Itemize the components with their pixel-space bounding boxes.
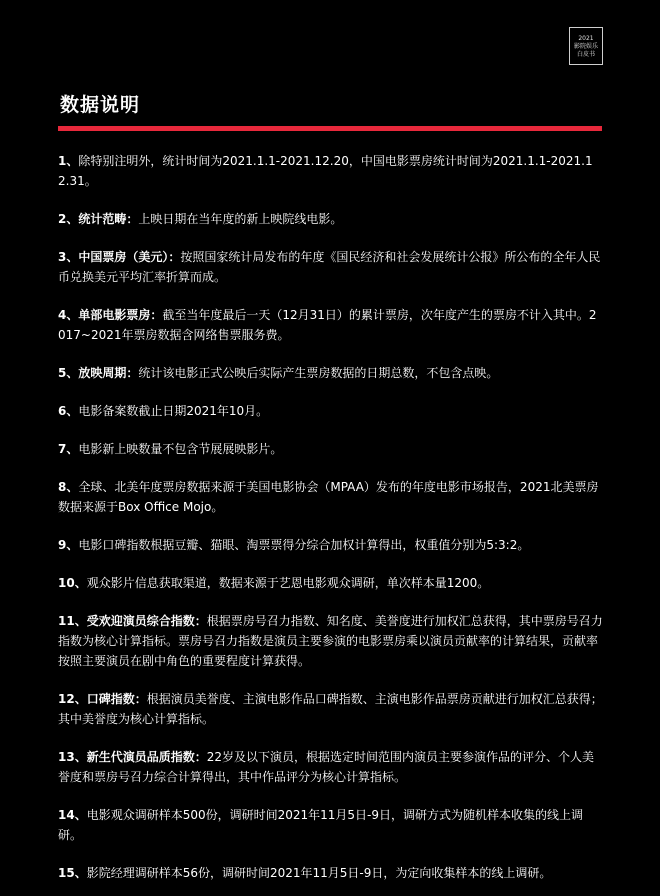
note-number: 2、 [58,212,79,226]
note-text: 按照国家统计局发布的年度《国民经济和社会发展统计公报》所公布的全年人民币兑换美元平均汇率折算而成。 [58,250,601,284]
note-text: 上映日期在当年度的新上映院线电影。 [138,212,343,226]
note-text: 除特别注明外，统计时间为2021.1.1-2021.12.20，中国电影票房统计时间为2021.1.1-2021.12.31。 [58,154,593,188]
note-number: 13、 [58,750,87,764]
note-text: 统计该电影正式公映后实际产生票房数据的日期总数，不包含点映。 [138,366,499,380]
note-item [58,689,604,729]
note-item [58,247,604,287]
badge-line3: 白皮书 [576,50,595,58]
note-item [58,863,604,883]
notes-list [58,151,604,883]
note-number: 11、 [58,614,87,628]
note-item [58,611,604,671]
note-number: 5、 [58,366,79,380]
note-item [58,747,604,787]
note-item [58,477,604,517]
note-text: 22岁及以下演员，根据选定时间范围内演员主要参演作品的评分、个人美誉度和票房号召力综合计算得出，其中作品评分为核心计算指标。 [58,750,594,784]
note-number: 9、 [58,538,79,552]
note-item [58,573,604,593]
note-text: 电影新上映数量不包含节展展映影片。 [78,442,283,456]
note-text: 根据票房号召力指数、知名度、美誉度进行加权汇总获得，其中票房号召力指数为核心计算指标。票房号召力指数是演员主要参演的电影票房乘以演员贡献率的计算结果，贡献率按照主要演员在剧中角色的重要程度计算获得。 [58,614,603,668]
note-number: 14、 [58,808,87,822]
note-term: 受欢迎演员综合指数： [86,614,207,628]
note-text: 电影口碑指数根据豆瓣、猫眼、淘票票得分综合加权计算得出，权重值分别为5:3:2。 [78,538,530,552]
note-term: 口碑指数： [86,692,147,706]
note-number: 8、 [58,480,79,494]
note-number: 10、 [58,576,87,590]
note-term: 中国票房（美元）： [78,250,181,264]
note-text: 影院经理调研样本56份，调研时间2021年11月5日-9日，为定向收集样本的线上调研。 [86,866,552,880]
note-number: 4、 [58,308,79,322]
note-item [58,305,604,345]
note-text: 截至当年度最后一天（12月31日）的累计票房，次年度产生的票房不计入其中。2017~2021年票房数据含网络售票服务费。 [58,308,597,342]
report-badge [569,27,603,65]
note-term: 放映周期： [78,366,139,380]
note-item [58,401,604,421]
title-divider [58,126,602,131]
note-item [58,439,604,459]
badge-line2: 影院娱乐 [573,42,598,50]
note-term: 单部电影票房： [78,308,163,322]
note-number: 12、 [58,692,87,706]
note-number: 1、 [58,154,79,168]
note-text: 根据演员美誉度、主演电影作品口碑指数、主演电影作品票房贡献进行加权汇总获得；其中美誉度为核心计算指标。 [58,692,603,726]
note-term: 新生代演员品质指数： [86,750,207,764]
note-text: 电影备案数截止日期2021年10月。 [78,404,269,418]
note-item [58,151,604,191]
note-number: 7、 [58,442,79,456]
note-text: 电影观众调研样本500份，调研时间2021年11月5日-9日，调研方式为随机样本收集的线上调研。 [58,808,584,842]
note-number: 15、 [58,866,87,880]
page-title: 数据说明 [60,94,141,116]
note-text: 全球、北美年度票房数据来源于美国电影协会（MPAA）发布的年度电影市场报告，2021北美票房数据来源于Box Office Mojo。 [58,480,599,514]
note-item [58,535,604,555]
note-text: 观众影片信息获取渠道，数据来源于艺恩电影观众调研，单次样本量1200。 [86,576,490,590]
note-item [58,363,604,383]
note-item [58,805,604,845]
note-item [58,209,604,229]
note-term: 统计范畴： [78,212,139,226]
badge-year: 2021 [578,34,594,42]
note-number: 6、 [58,404,79,418]
note-number: 3、 [58,250,79,264]
